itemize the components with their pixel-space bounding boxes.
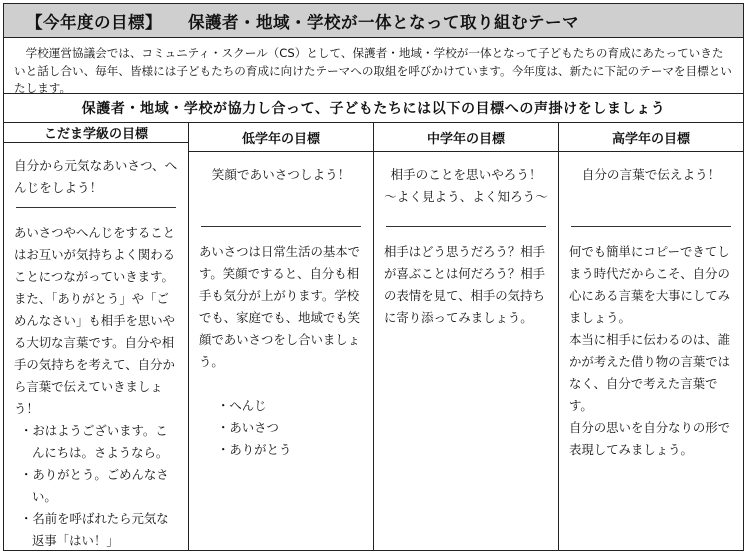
list-item: ・ありがとう: [217, 442, 292, 457]
body-paragraph: 自分の思いを自分なりの形で表現してみましょう。: [569, 420, 731, 457]
column-middle-grade: [374, 123, 559, 551]
column-goal: 自分の言葉で伝えよう！: [581, 167, 721, 182]
column-body: [189, 227, 373, 461]
column-header: 高学年の目標: [559, 123, 743, 152]
list-item: ・あいさつ: [217, 420, 279, 435]
column-upper-grade: [559, 123, 743, 551]
body-text: あいさつやへんじをすることはお互いが気持ちよく関わることにつながっていきます。また、「ありがとう」や「ごめんなさい」も相手を思いやる大切な言葉です。自分や相手の気持ちを考えて、自分から言葉で伝えていきましょう！: [14, 225, 176, 416]
body-paragraph: 何でも簡単にコピーできてしまう時代だからこそ、自分の心にある言葉を大事にしてみましょう。: [569, 244, 731, 325]
column-goal: [374, 152, 558, 226]
goal-subline: 〜よく見よう、よく知ろう〜: [384, 189, 548, 204]
column-header: こだま学級の目標: [4, 123, 188, 143]
column-header: 低学年の目標: [189, 123, 373, 152]
body-text: 相手はどう思うだろう？相手が喜ぶことは何だろう？相手の表情を見て、相手の気持ちに寄り添ってみましょう。: [384, 244, 546, 325]
column-lower-grade: [189, 123, 374, 551]
column-body: [4, 208, 188, 552]
goal-line: 相手のことを思いやろう！: [390, 167, 542, 182]
column-goal: 自分から元気なあいさつ、へんじをしよう！: [14, 158, 178, 195]
column-kodama: [4, 123, 189, 551]
goals-sheet: [3, 3, 744, 551]
list-item: ・ありがとう。ごめんなさい。: [20, 467, 169, 504]
list-item: ・おはようございます。こんにちは。さようなら。: [20, 423, 169, 460]
body-text: あいさつは日常生活の基本です。笑顔ですると、自分も相手も気分が上がります。学校でも、家庭でも、地域でも笑顔であいさつをし合いましょう。: [199, 244, 361, 369]
body-paragraph: 本当に相手に伝わるのは、誰かが考えた借り物の言葉ではなく、自分で考えた言葉です。: [569, 332, 731, 413]
list-item: ・へんじ: [217, 398, 267, 413]
goal-banner: 保護者・地域・学校が協力し合って、子どもたちには以下の目標への声掛けをしましょう: [4, 94, 743, 123]
bullet-list: [14, 420, 180, 552]
title-theme: 保護者・地域・学校が一体となって取り組むテーマ: [188, 12, 579, 32]
bullet-list: [199, 395, 365, 461]
list-item: ・名前を呼ばれたら元気な返事「はい！」: [20, 511, 169, 548]
column-body: [374, 227, 558, 329]
column-body: [559, 227, 743, 461]
goals-columns: [4, 123, 743, 551]
page-title: [4, 4, 743, 38]
title-label: 【今年度の目標】: [26, 12, 162, 32]
column-header: 中学年の目標: [374, 123, 558, 152]
intro-paragraph: 学校運営協議会では、コミュニティ・スクール（CS）として、保護者・地域・学校が一体となって子どもたちの育成にあたっていきたいと話し合い、毎年、皆様には子どもたちの育成に向けたテーマへの取組を呼びかけています。今年度は、新たに下記のテーマを目標といたします。: [4, 38, 743, 94]
column-goal: 笑顔であいさつしよう！: [211, 167, 351, 182]
